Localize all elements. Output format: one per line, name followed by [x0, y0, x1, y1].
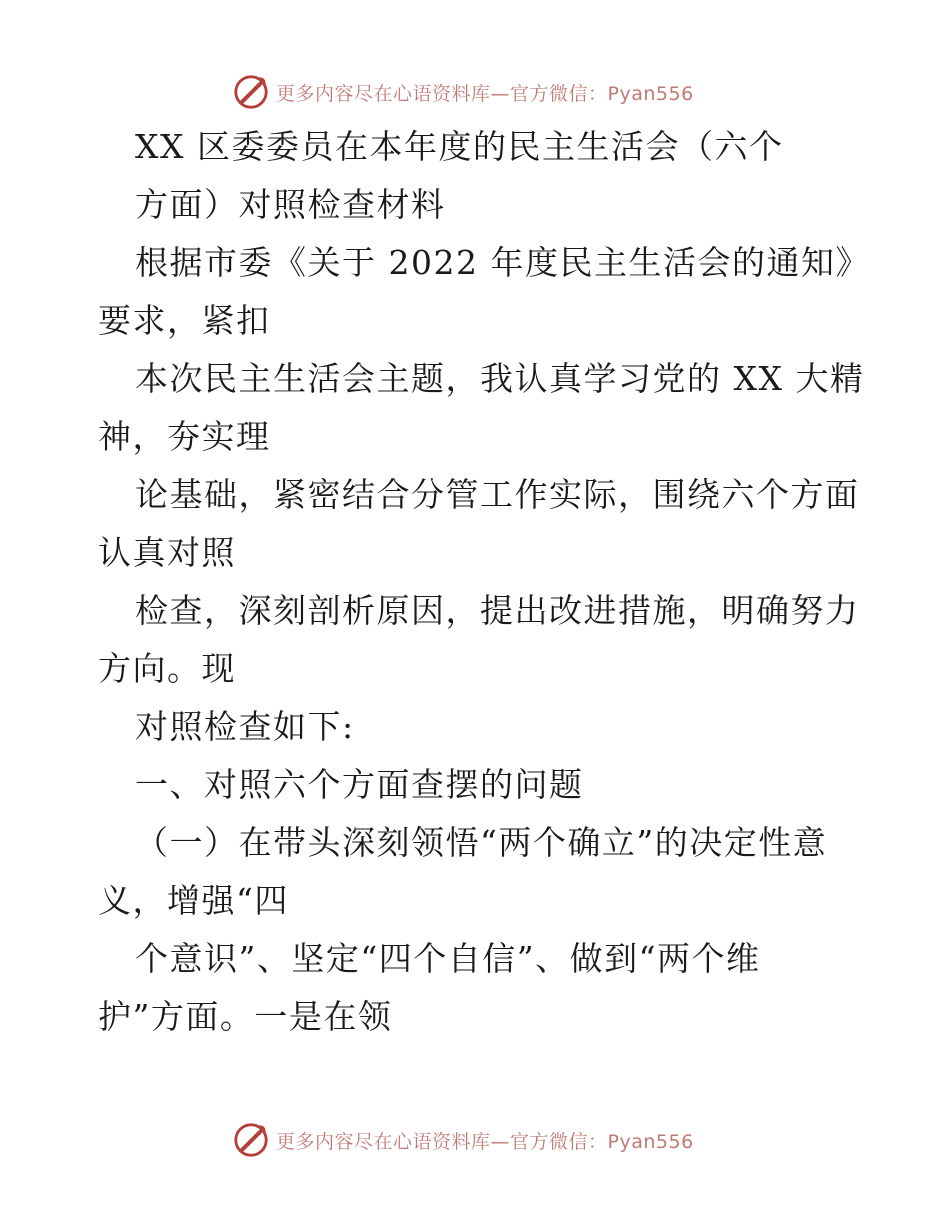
body-line: 义，增强“四: [98, 881, 289, 920]
quill-seal-icon: [232, 1121, 270, 1159]
section-heading: 一、对照六个方面查摆的问题: [135, 765, 584, 804]
body-line: 方向。现: [98, 649, 236, 688]
body-line: 本次民主生活会主题，我认真学习党的 XX 大精: [135, 359, 865, 398]
body-line: 神，夯实理: [98, 417, 271, 456]
watermark-text: 更多内容尽在心语资料库—官方微信：Pyan556: [276, 1130, 694, 1153]
document-body: [98, 118, 878, 1046]
body-line: 认真对照: [98, 533, 236, 572]
body-line: 根据市委《关于 2022 年度民主生活会的通知》: [135, 243, 870, 282]
footer-watermark: [232, 1120, 752, 1160]
body-line: 检查，深刻剖析原因，提出改进措施，明确努力: [135, 591, 860, 630]
body-line: 个意识”、坚定“四个自信”、做到“两个维: [135, 939, 761, 978]
body-line: 论基础，紧密结合分管工作实际，围绕六个方面: [135, 475, 860, 514]
quill-seal-icon: [232, 73, 270, 111]
subsection-heading: （一）在带头深刻领悟“两个确立”的决定性意: [135, 823, 828, 862]
title-line-2: 方面）对照检查材料: [135, 185, 446, 224]
body-line: 护”方面。一是在领: [98, 997, 393, 1036]
title-line-1: XX 区委委员在本年度的民主生活会（六个: [135, 127, 784, 166]
header-watermark: [232, 72, 752, 112]
watermark-text: 更多内容尽在心语资料库—官方微信：Pyan556: [276, 82, 694, 105]
body-line: 对照检查如下:: [135, 707, 355, 746]
body-line: 要求，紧扣: [98, 301, 271, 340]
